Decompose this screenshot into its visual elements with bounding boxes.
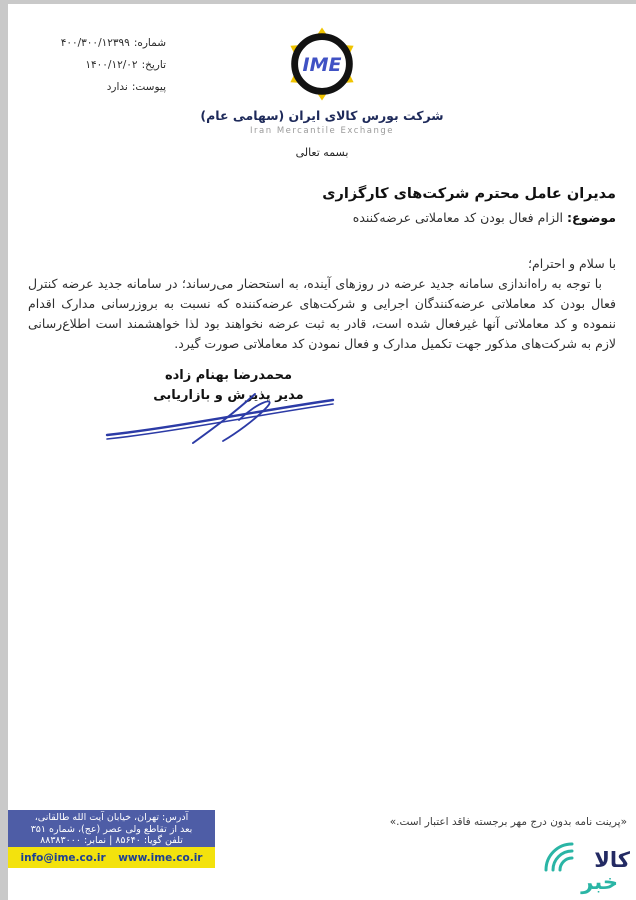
recipient-block (322, 182, 616, 230)
number-label: شماره: (133, 37, 166, 49)
company-name-en: Iran Mercantile Exchange (250, 126, 394, 136)
recipient-line: مدیران عامل محترم شرکت‌های کارگزاری (322, 186, 616, 202)
subject-text: الزام فعال بودن کد معاملاتی عرضه‌کننده (352, 210, 567, 225)
date-value: ۱۴۰۰/۱۲/۰۲ (85, 59, 138, 71)
handwritten-signature-icon (103, 390, 338, 448)
watermark-text-kala: کالا (594, 848, 630, 872)
address-line-1: آدرس: تهران، خیابان آیت الله طالقانی، (34, 812, 189, 823)
company-name-fa: شرکت بورس کالای ایران (سهامی عام) (200, 108, 444, 123)
letterhead-logo-block (8, 26, 636, 136)
subject-line (322, 206, 616, 230)
signatory-title: مدیر پذیرش و بازاریابی (153, 388, 304, 403)
signatory-name: محمدرضا بهنام زاده (164, 368, 293, 383)
letter-body (28, 254, 616, 354)
address-line-2: بعد از تقاطع ولی عصر (عج)، شماره ۳۵۱ (30, 823, 193, 835)
kalakhabar-watermark (538, 838, 634, 900)
address-line-3: تلفن گویا: ۸۵۶۴۰ | نمابر: ۸۸۳۸۳۰۰۰ (40, 835, 183, 846)
ime-monogram: IME (302, 53, 342, 76)
watermark-text-khabar: خبر (581, 870, 618, 894)
footer-website: www.ime.co.ir (118, 851, 203, 864)
subject-label: موضوع: (566, 210, 616, 225)
signal-arcs-icon (540, 838, 584, 874)
body-paragraph: با توجه به راه‌اندازی سامانه جدید عرضه در روزهای آینده، به استحضار می‌رساند؛ در سامانه جدید عرضه کنترل فعال بودن کد معاملاتی عرضه‌کنندگان اجرایی و شرکت‌های عرضه‌کننده که نسبت به بروزرسانی مدارک اقدام ننموده و کد معاملاتی آنها غیرفعال شده است، قادر به ثبت عرضه نخواهند بود لذا خواهشمند است اطلاع‌رسانی لازم به شرکت‌های مذکور جهت تکمیل مدارک و فعال نمودن کد معاملاتی صورت گیرد. (28, 276, 616, 351)
ime-logo-icon (284, 26, 360, 102)
validity-note: «پرینت نامه بدون درج مهر برجسته فاقد اعتبار است.» (389, 816, 627, 828)
footer-links-strip (8, 847, 215, 868)
letter-page (8, 4, 636, 900)
attachment-value: ندارد (106, 81, 128, 93)
salutation-line: با سلام و احترام؛ (528, 256, 616, 271)
bismillah-text: بسمه تعالی (295, 146, 349, 159)
attachment-label: پیوست: (131, 81, 166, 93)
footer-email: info@ime.co.ir (20, 851, 106, 864)
date-label: تاریخ: (141, 59, 166, 71)
number-value: ۴۰۰/۳۰۰/۱۲۳۹۹ (60, 37, 130, 49)
footer-address-box (8, 810, 215, 847)
